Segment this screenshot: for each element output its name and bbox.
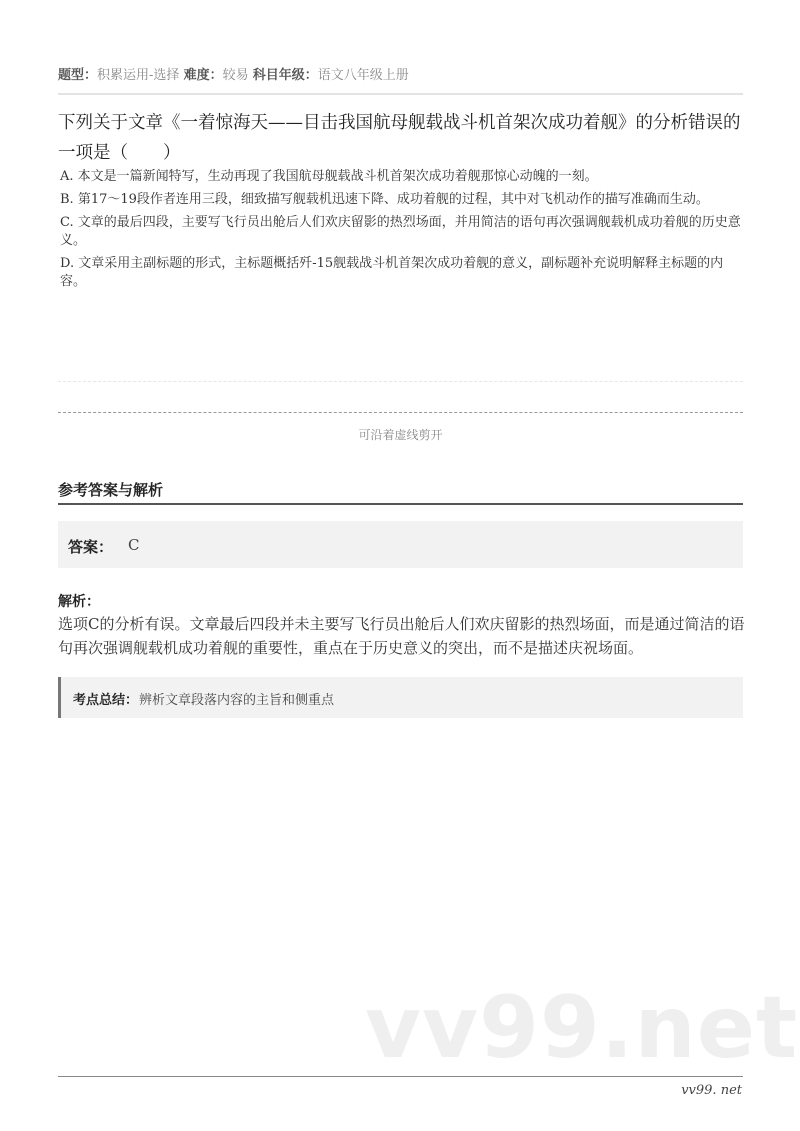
- option-b: B. 第17～19段作者连用三段，细致描写舰载机迅速下降、成功着舰的过程，其中对飞机动作的描写准确而生动。: [60, 192, 709, 207]
- difficulty-value: 较易: [222, 68, 249, 83]
- answer-label: 答案：: [68, 538, 114, 556]
- answer-box: [58, 521, 743, 568]
- type-label: 题型：: [58, 68, 98, 83]
- summary-value: 辨析文章段落内容的主旨和侧重点: [139, 693, 335, 708]
- difficulty-label: 难度：: [183, 68, 223, 83]
- summary-label: 考点总结：: [73, 693, 139, 708]
- cut-hint: 可沿着虚线剪开: [358, 428, 443, 442]
- option-d: D. 文章采用主副标题的形式，主标题概括歼-15舰载战斗机首架次成功着舰的意义，副标题补充说明解释主标题的内容。: [60, 256, 724, 289]
- summary-box: [58, 677, 743, 718]
- section-title: 参考答案与解析: [58, 481, 164, 499]
- option-a: A. 本文是一篇新闻特写，生动再现了我国航母舰载战斗机首架次成功着舰那惊心动魄的一刻。: [60, 169, 598, 184]
- footer-site: vv99. net: [681, 1083, 742, 1098]
- question-stem: 下列关于文章《一着惊海天——目击我国航母舰载战斗机首架次成功着舰》的分析错误的一项是（ ）: [58, 113, 741, 163]
- section-rule: [58, 503, 743, 505]
- answer-value: C: [128, 536, 140, 554]
- footer-rule: [58, 1076, 743, 1077]
- option-c: C. 文章的最后四段，主要写飞行员出舱后人们欢庆留影的热烈场面，并用简洁的语句再次强调舰载机成功着舰的历史意义。: [60, 215, 741, 248]
- cut-line: [58, 412, 743, 413]
- option-list: [60, 168, 745, 296]
- grade-label: 科目年级：: [252, 68, 318, 83]
- analysis-text: 选项C的分析有误。文章最后四段并未主要写飞行员出舱后人们欢庆留影的热烈场面，而是通过简洁的语句再次强调舰载机成功着舰的重要性，重点在于历史意义的突出，而不是描述庆祝场面。: [58, 615, 745, 657]
- grade-value: 语文八年级上册: [317, 68, 409, 83]
- type-value: 积累运用-选择: [97, 68, 180, 83]
- divider: [58, 93, 743, 95]
- watermark: vv99.net: [365, 978, 799, 1078]
- faint-dashed-line: [58, 381, 743, 382]
- question-meta: [58, 64, 409, 83]
- analysis-label: 解析：: [58, 594, 100, 610]
